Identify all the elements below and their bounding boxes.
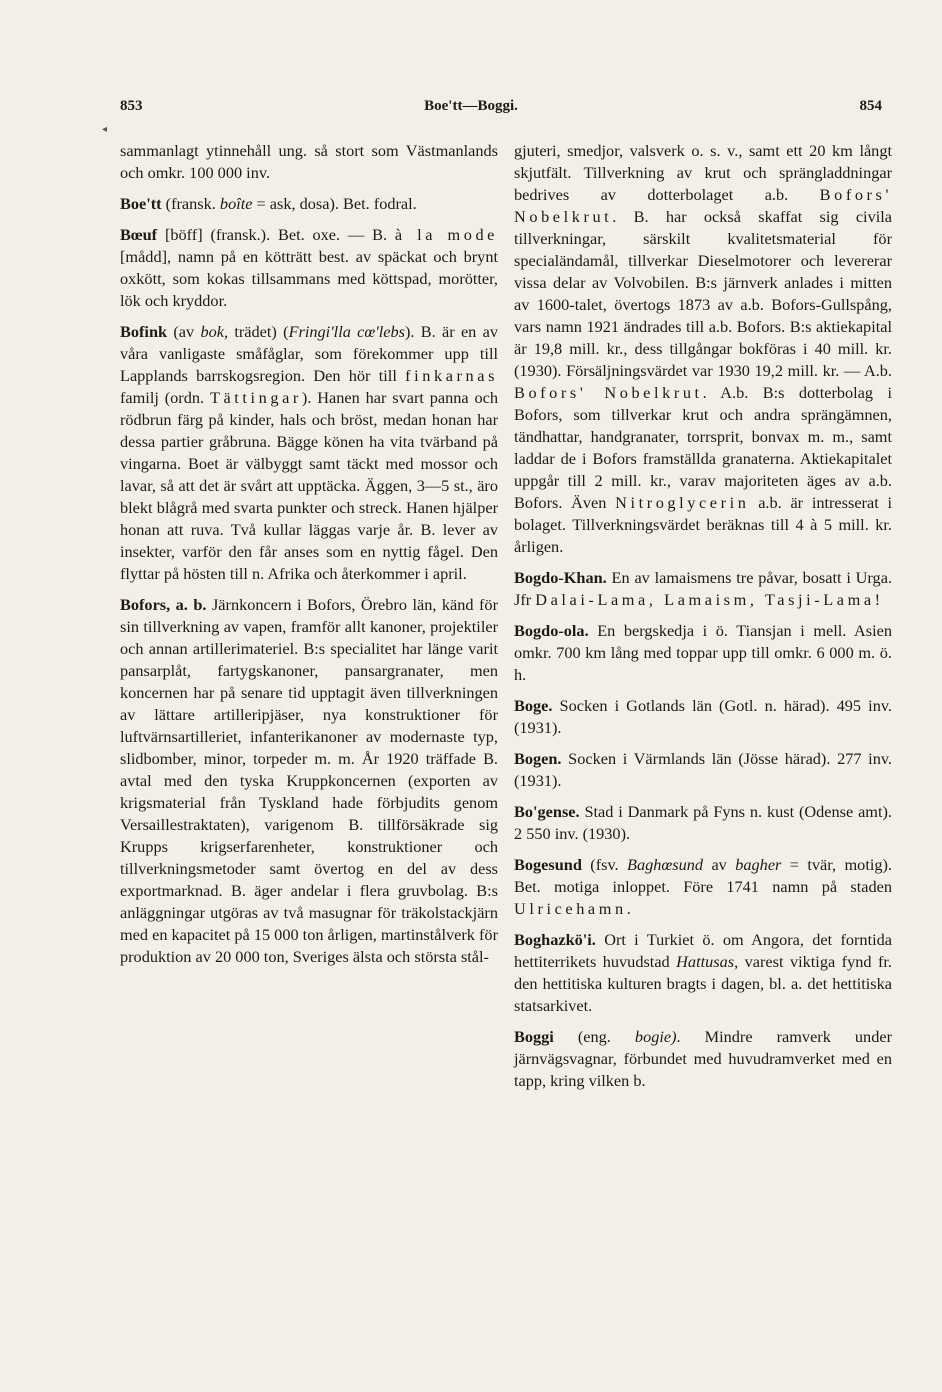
- page-number-right: 854: [859, 98, 882, 114]
- entry-text: = ask, dosa). Bet. fodral.: [252, 194, 417, 213]
- entry-spaced: Bofors' Nobelkrut: [514, 383, 703, 402]
- entry-text: familj (ordn.: [120, 388, 210, 407]
- entry-boggi: [514, 1026, 892, 1092]
- entry-text: . Mindre ramverk under järnvägsvagnar, förbundet med huvudramverket med en tapp, kring vilken b.: [514, 1027, 892, 1090]
- entry-spaced: Nitroglycerin: [615, 493, 750, 512]
- headword: Bogdo-Khan.: [514, 568, 607, 587]
- entry-spaced: finkarnas: [405, 366, 498, 385]
- entry-text: varest viktiga fynd fr. den hettitiska kulturen bragts i dagen, bl. a. det hettitiska statsarkivet.: [514, 952, 893, 1015]
- left-column: [120, 140, 498, 977]
- entry-boett: [120, 193, 498, 215]
- entry-italic: bogie): [634, 1027, 677, 1046]
- entry-text: Stad i Danmark på Fyns n. kust (Odense amt). 2 550 inv. (1930).: [514, 802, 892, 843]
- entry-text: (fsv.: [581, 855, 628, 874]
- entry-text: Ort i Turkiet ö. om Angora, det forntida hettiterrikets huvudstad: [514, 930, 892, 971]
- entry-continuation: sammanlagt ytinnehåll ung. så stort som Västmanlands och omkr. 100 000 inv.: [120, 141, 498, 182]
- entry-text: trädet) (: [228, 322, 289, 341]
- entry-spaced: Ulricehamn: [514, 899, 627, 918]
- entry-italic: boîte: [219, 194, 253, 213]
- entry-text: a.b. är intresserat i bolaget. Tillverkningsvärdet beräknas till 4 à 5 mill. kr. årligen.: [514, 493, 892, 556]
- right-column: [514, 140, 892, 1101]
- entry-text: [mådd], namn på en kötträtt best. av späckat och brynt oxkött, som kokas tillsammans med köttspad, morötter, lök och kryddor.: [120, 247, 498, 310]
- entry-bogen: [514, 748, 892, 792]
- entry-text: Järnkoncern i Bofors, Örebro län, känd för sin tillverkning av vapen, framför allt kanoner, projektiler och annan artillerimateriel. B:s specialitet har länge varit pansarplåt, fartygskanoner, pansargranater, men koncernen har på senare tid upptagit även tillverkningen av lättare artilleripjäser, nya konstruktioner för luftvärnsartilleriet, infanterikanoner av modernaste typ, slidbomber, minor, torpeder m. m. År 1920 träffade B. avtal med den tyska Kruppkoncernen (exporten av krigsmaterial från Tyskland hade förbjudits genom Versaillestraktaten), varigenom B. tillförsäkrade sig Krupps krigserfarenheter, konstruktioner och tillverkningsmetoder samt övertog en del av dess exportmarknad. B. äger andelar i flera gruvbolag. B:s anläggningar utgöras av två masugnar för träkolstackjärn med en kapacitet på 15 000 ton årligen, martinstålverk för produktion av 20 000 ton, Sveriges älsta och största stål-: [120, 595, 498, 966]
- entry-bofors-continued: [514, 140, 892, 558]
- running-title: Boe'tt—Boggi.: [424, 98, 518, 114]
- headword: Bogesund: [514, 855, 582, 874]
- headword: Bœuf: [120, 225, 158, 244]
- headword: Boggi: [514, 1027, 554, 1046]
- entry-text: = tvär, motig). Bet. motiga inloppet. Före 1741 namn på staden: [514, 855, 893, 896]
- headword: Boghazkö'i.: [514, 930, 596, 949]
- entry-text: (fransk.: [161, 194, 220, 213]
- entry-bogense: [514, 801, 892, 845]
- entry-text: Socken i Gotlands län (Gotl. n. härad). 495 inv. (1931).: [514, 696, 892, 737]
- entry-italic: Baghœsund: [627, 855, 704, 874]
- entry-bogesund: [514, 854, 892, 920]
- headword: Bofors, a. b.: [120, 595, 207, 614]
- entry-boeuf: [120, 224, 498, 312]
- page-number-left: 853: [120, 98, 143, 114]
- entry-text: . A.b. B:s dotterbolag i Bofors, som tillverkar krut och andra sprängämnen, tändhattar, handgranater, torrsprit, bonvax m. m., samt laddar de i Bofors framställda granaterna. Aktiekapitalet uppgår till 2 mill. kr., varav majoriteten äges av a.b. Bofors. Även: [514, 383, 892, 512]
- entry-italic: bok,: [200, 322, 229, 341]
- entry-text: ). Hanen har svart panna och rödbrun färg på kinder, hals och bröst, medan honan har dessa partier gråbruna. Bägge könen ha vita tvärband på vingarna. Boet är välbyggt samt täckt med mossor och lavar, så att det är svårt att upptäcka. Äggen, 3—5 st., äro blekt blågrå med svarta punkter och streck. Hanen hjälper honan att ruva. Två kullar läggas varje år. B. lever av insekter, varför den får anses som en nyttig fågel. Den flyttar på hösten till n. Afrika och återkommer i april.: [120, 388, 499, 583]
- entry-text: En bergskedja i ö. Tiansjan i mell. Asien omkr. 700 km lång med toppar upp till omkr. 6 000 m. ö. h.: [514, 621, 892, 684]
- entry-text: En av lamaismens tre påvar, bosatt i Urga. Jfr: [514, 568, 892, 609]
- entry-bofink: [120, 321, 498, 585]
- entry-text: (eng.: [553, 1027, 635, 1046]
- entry-text: av: [703, 855, 736, 874]
- entry-spaced: Tättingar: [209, 388, 302, 407]
- entry-boghazkoi: [514, 929, 892, 1017]
- entry-text: [böff] (fransk.). Bet. oxe. — B.: [157, 225, 395, 244]
- entry-boge: [514, 695, 892, 739]
- entry-text: (av: [167, 322, 201, 341]
- headword: Boge.: [514, 696, 553, 715]
- headword: Bo'gense.: [514, 802, 580, 821]
- margin-mark: ◂: [102, 124, 108, 135]
- entry-italic: Fringi'lla cœ'lebs: [288, 322, 405, 341]
- headword: Bogdo-ola.: [514, 621, 589, 640]
- entry-spaced: à la mode: [394, 225, 498, 244]
- entry-bogdo-khan: [514, 567, 892, 611]
- entry-italic: Hattusas,: [676, 952, 739, 971]
- entry-text: ). B. är en av våra vanligaste småfåglar, som förekommer upp till Lapplands barrskogsregion. Den hör till: [120, 322, 498, 385]
- entry-italic: bagher: [735, 855, 782, 874]
- entry-bofors: [120, 594, 498, 968]
- entry-bogdo-ola: [514, 620, 892, 686]
- headword: Bofink: [120, 322, 168, 341]
- entry-text: .: [626, 899, 631, 918]
- entry-spaced: Dalai-Lama, Lamaism, Tasji-Lama!: [535, 590, 884, 609]
- headword: Bogen.: [514, 749, 562, 768]
- headword: Boe'tt: [120, 194, 162, 213]
- entry-text: Socken i Värmlands län (Jösse härad). 277 inv. (1931).: [514, 749, 892, 790]
- entry-text: gjuteri, smedjor, valsverk o. s. v., samt ett 20 km långt skjutfält. Tillverkning av krut och sprängladdningar bedrives av dotterbolaget a.b.: [514, 141, 892, 204]
- entry-spaced: Bofors' Nobelkrut: [514, 185, 892, 226]
- entry-text: . B. har också skaffat sig civila tillverkningar, särskilt kvalitetsmaterial för specialändamål, tillverkar Dieselmotorer och levererar vissa delar av Volvobilen. B:s järnverk anlades i mitten av 1600-talet, övertogs 1873 av a.b. Bofors-Gullspång, vars namn 1921 ändrades till a.b. Bofors. B:s aktiekapital är 19,8 mill. kr., dess tillgångar bokföras i 40 mill. kr. (1930). Försäljningsvärdet var 1930 19,2 mill. kr. — A.b.: [514, 207, 892, 380]
